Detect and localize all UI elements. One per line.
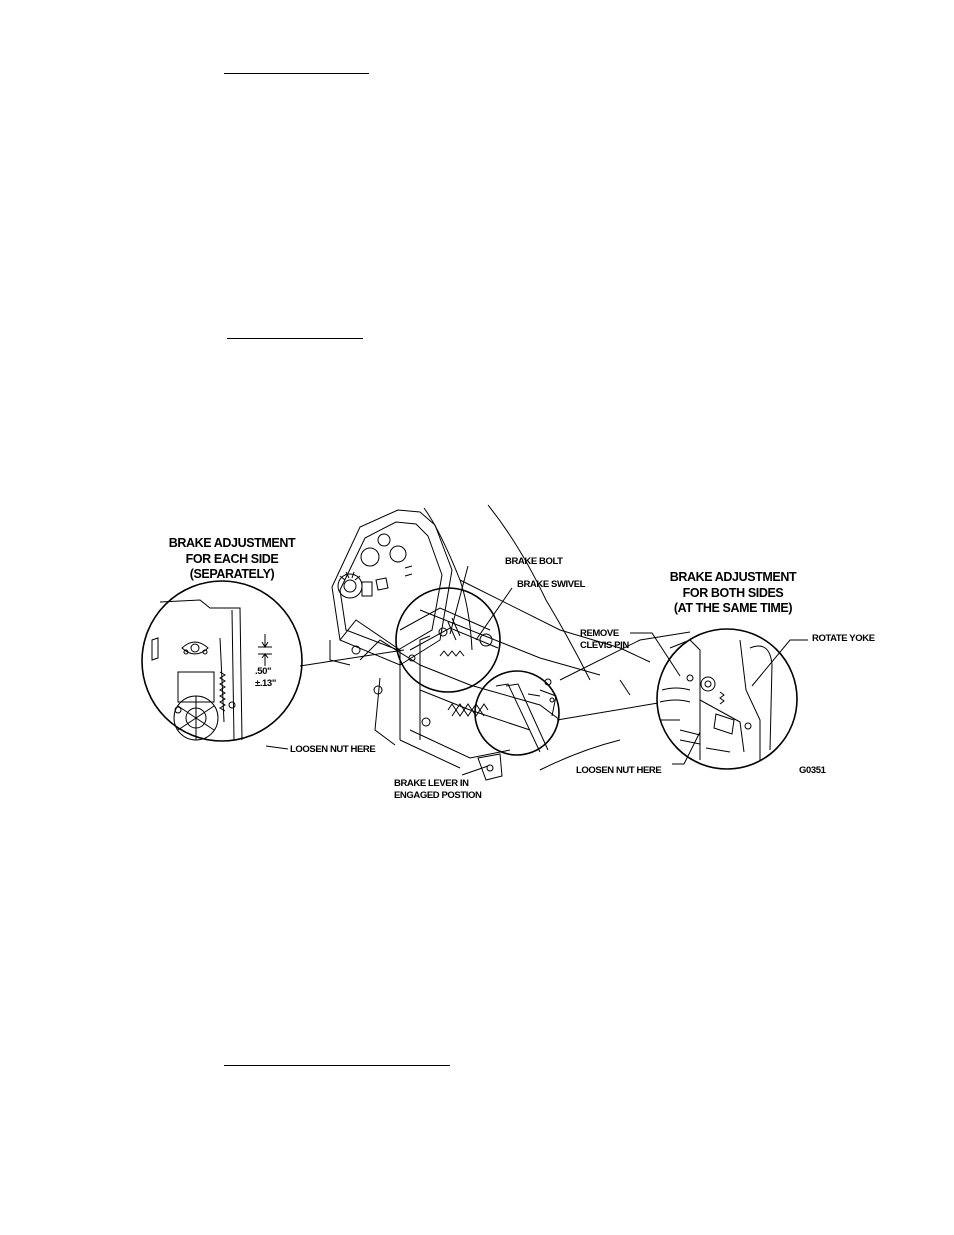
- brake-lever-label: BRAKE LEVER IN ENGAGED POSTION: [394, 778, 482, 801]
- figure-code-label: G0351: [799, 765, 826, 776]
- dimension-label: .50" ±.13": [255, 666, 276, 689]
- right-detail-circle: [657, 629, 797, 769]
- left-detail-circle: [142, 581, 302, 741]
- lower-detail-circle: [475, 671, 559, 755]
- heading-underline-1: [224, 73, 369, 74]
- remove-clevis-pin-label: REMOVE CLEVIS PIN: [580, 628, 629, 651]
- tractor-body: [330, 505, 690, 780]
- left-detail-title: BRAKE ADJUSTMENT FOR EACH SIDE (SEPARATELY): [168, 536, 296, 581]
- loosen-nut-left-label: LOOSEN NUT HERE: [290, 744, 376, 755]
- brake-adjustment-figure: [0, 490, 954, 820]
- rotate-yoke-label: ROTATE YOKE: [812, 633, 875, 644]
- right-detail-title: BRAKE ADJUSTMENT FOR BOTH SIDES (AT THE SAME TIME): [669, 570, 797, 615]
- heading-underline-3: [224, 1065, 450, 1066]
- brake-swivel-label: BRAKE SWIVEL: [517, 579, 586, 590]
- heading-underline-2: [227, 338, 363, 339]
- loosen-nut-right-label: LOOSEN NUT HERE: [576, 765, 662, 776]
- brake-bolt-label: BRAKE BOLT: [505, 556, 563, 567]
